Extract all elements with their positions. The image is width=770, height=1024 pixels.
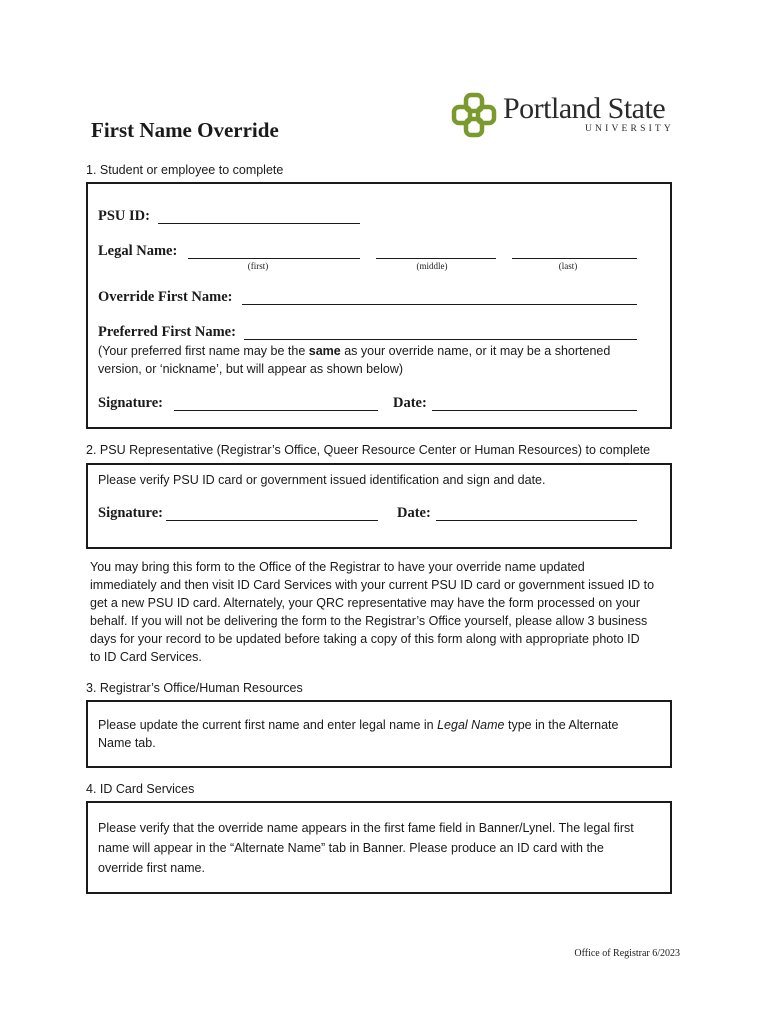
legal-name-label: Legal Name: xyxy=(98,243,178,259)
section-4-text xyxy=(98,818,663,878)
date-label: Date: xyxy=(393,395,427,411)
section-2-instruction: Please verify PSU ID card or government issued identification and sign and date. xyxy=(98,473,546,487)
section-2-box xyxy=(86,463,672,549)
section-3-box xyxy=(86,700,672,768)
override-first-name-field[interactable] xyxy=(242,304,637,305)
signature-field[interactable] xyxy=(174,410,378,411)
rep-signature-label: Signature: xyxy=(98,505,163,521)
section-4-heading: 4. ID Card Services xyxy=(86,782,195,796)
preferred-name-note xyxy=(98,342,658,378)
override-first-name-label: Override First Name: xyxy=(98,289,233,305)
rep-date-label: Date: xyxy=(397,505,431,521)
preferred-note-line-2: version, or ‘nickname’, but will appear as shown below) xyxy=(98,362,404,376)
section-4-box xyxy=(86,801,672,894)
first-sublabel: (first) xyxy=(247,261,269,271)
info-paragraph xyxy=(90,558,690,666)
info-line: immediately and then visit ID Card Services with your current PSU ID card or government issued ID to xyxy=(90,578,655,592)
footer-text: Office of Registrar 6/2023 xyxy=(574,948,680,959)
logo-subtitle: UNIVERSITY xyxy=(585,124,674,134)
middle-sublabel: (middle) xyxy=(416,261,448,271)
section-3-text-pre: Please update the current first name and enter legal name in xyxy=(98,718,438,732)
signature-label: Signature: xyxy=(98,395,163,411)
section-1-heading: 1. Student or employee to complete xyxy=(86,163,284,177)
info-line: You may bring this form to the Office of the Registrar to have your override name updated xyxy=(90,560,585,574)
psu-id-label: PSU ID: xyxy=(98,208,150,224)
info-line: get a new PSU ID card. Alternately, your QRC representative may have the form processed on your xyxy=(90,596,641,610)
section-3-text-post: type in the Alternate xyxy=(504,718,619,732)
psu-id-field[interactable] xyxy=(158,223,360,224)
section-4-line: Please verify that the override name appears in the first fame field in Banner/Lynel. The legal first xyxy=(98,821,634,835)
preferred-note-text: (Your preferred first name may be the xyxy=(98,344,309,358)
last-sublabel: (last) xyxy=(558,261,578,271)
legal-name-emphasis: Legal Name xyxy=(437,718,505,732)
section-4-line: override first name. xyxy=(98,861,205,875)
rep-signature-field[interactable] xyxy=(166,520,378,521)
section-3-heading: 3. Registrar’s Office/Human Resources xyxy=(86,681,303,695)
section-3-text xyxy=(98,716,658,752)
legal-middle-name-field[interactable] xyxy=(376,258,496,259)
preferred-note-text-2: as your override name, or it may be a shortened xyxy=(340,344,611,358)
psu-logo xyxy=(451,90,674,140)
section-4-line: name will appear in the “Alternate Name” tab in Banner. Please produce an ID card with the xyxy=(98,841,604,855)
preferred-first-name-field[interactable] xyxy=(244,339,637,340)
info-line: to ID Card Services. xyxy=(90,650,202,664)
info-line: days for your record to be updated before taking a copy of this form along with appropriate photo ID xyxy=(90,632,640,646)
page-title: First Name Override xyxy=(91,118,279,142)
psu-logo-mark-icon xyxy=(451,92,497,138)
section-1-box xyxy=(86,182,672,429)
logo-wordmark: Portland State xyxy=(503,92,666,125)
rep-date-field[interactable] xyxy=(436,520,637,521)
preferred-note-bold: same xyxy=(308,344,341,358)
legal-first-name-field[interactable] xyxy=(188,258,360,259)
preferred-first-name-label: Preferred First Name: xyxy=(98,324,236,340)
info-line: behalf. If you will not be delivering the form to the Registrar’s Office yourself, please allow 3 business xyxy=(90,614,648,628)
section-2-heading: 2. PSU Representative (Registrar’s Office, Queer Resource Center or Human Resources) to complete xyxy=(86,443,651,457)
legal-last-name-field[interactable] xyxy=(512,258,637,259)
section-3-text-line-2: Name tab. xyxy=(98,736,156,750)
date-field[interactable] xyxy=(432,410,637,411)
